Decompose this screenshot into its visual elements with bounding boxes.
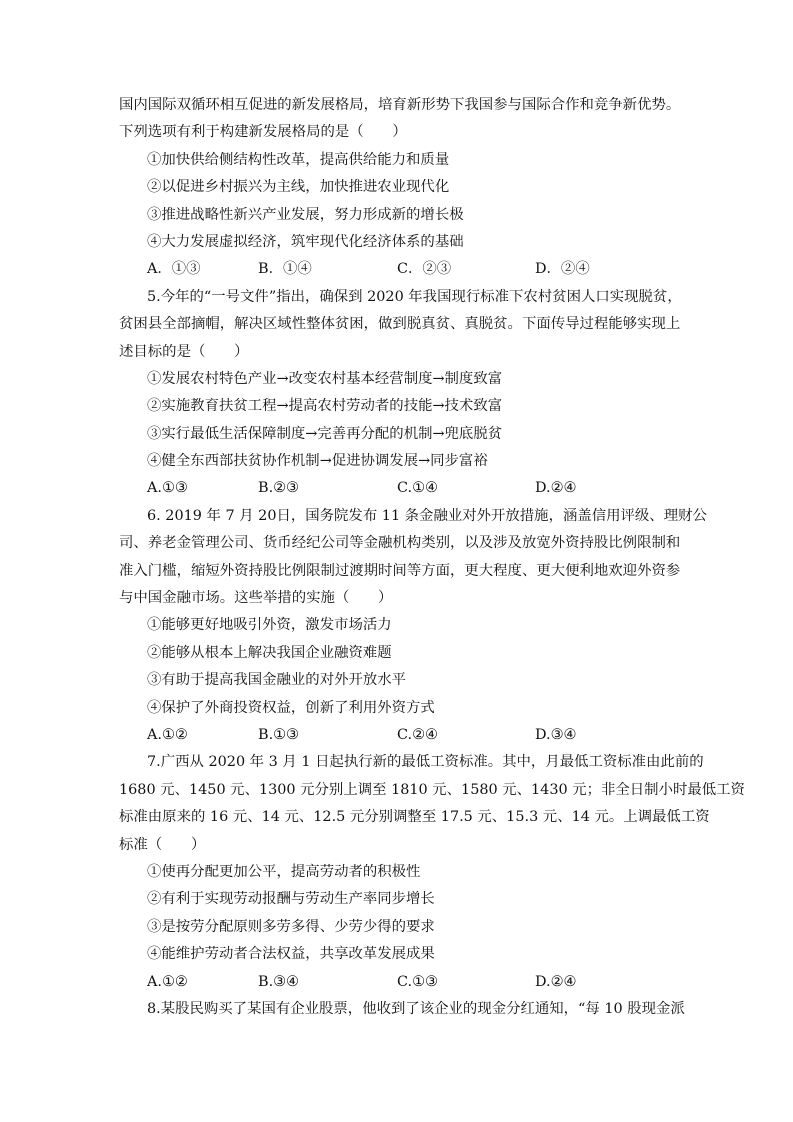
- question-stem-line: 司、养老金管理公司、货币经纪公司等金融机构类别，以及涉及放宽外资持股比例限制和: [119, 535, 681, 552]
- statement-option: ①加快供给侧结构性改革，提高供给能力和质量: [147, 151, 450, 168]
- choice-b: B.②③: [258, 480, 299, 497]
- statement-option: ③推进战略性新兴产业发展，努力形成新的增长极: [147, 206, 464, 223]
- question-5: [119, 284, 682, 503]
- choice-b: B.①③: [258, 726, 299, 743]
- statement-option: ④能维护劳动者合法权益，共享改革发展成果: [147, 946, 435, 963]
- statement-option: ②以促进乡村振兴为主线，加快推进农业现代化: [147, 179, 450, 196]
- question-stem-line: 下列选项有利于构建新发展格局的是（ ）: [119, 124, 407, 141]
- question-stem-line: 7.广西从 2020 年 3 月 1 日起执行新的最低工资标准。其中，月最低工资标准由此前的: [147, 754, 704, 771]
- choice-a: A.①③: [147, 480, 188, 497]
- question-4: [119, 92, 679, 284]
- statement-option: ①发展农村特色产业→改变农村基本经营制度→制度致富: [147, 370, 503, 387]
- question-stem-line: 8.某股民购买了某国有企业股票，他收到了该企业的现金分红通知，“每 10 股现金派: [147, 1000, 685, 1017]
- choice-a: A．①③: [147, 261, 201, 278]
- question-stem-line: 贫困县全部摘帽，解决区域性整体贫困，做到脱真贫、真脱贫。下面传导过程能够实现上: [119, 316, 681, 333]
- statement-option: ③实行最低生活保障制度→完善再分配的机制→兜底脱贫: [147, 425, 503, 442]
- question-stem-line: 国内国际双循环相互促进的新发展格局，培育新形势下我国参与国际合作和竞争新优势。: [119, 97, 681, 113]
- question-8: [119, 996, 685, 1023]
- statement-option: ④大力发展虚拟经济，筑牢现代化经济体系的基础: [147, 233, 464, 250]
- choice-c: C.②④: [397, 726, 438, 743]
- question-stem-line: 准入门槛，缩短外资持股比例限制过渡期时间等方面，更大程度、更大便利地欢迎外资参: [119, 562, 681, 579]
- question-stem-line: 与中国金融市场。这些举措的实施（ ）: [119, 590, 393, 607]
- statement-option: ④保护了外商投资权益，创新了利用外资方式: [147, 699, 435, 716]
- question-stem-line: 5.今年的“一号文件”指出，确保到 2020 年我国现行标准下农村贫困人口实现脱贫，: [147, 288, 682, 305]
- choice-d: D.②④: [535, 973, 577, 990]
- question-stem-line: 标准由原来的 16 元、14 元、12.5 元分别调整至 17.5 元、15.3 元、14 元。上调最低工资: [119, 809, 710, 826]
- choice-c: C.①③: [397, 973, 438, 990]
- exam-page: [119, 92, 745, 1023]
- choice-c: C．②③: [397, 261, 452, 278]
- choice-d: D.③④: [535, 726, 577, 743]
- statement-option: ①能够更好地吸引外资，激发市场活力: [147, 617, 392, 634]
- question-7: [119, 749, 745, 996]
- choice-b: B.③④: [258, 973, 299, 990]
- question-stem-line: 1680 元、1450 元、1300 元分别上调至 1810 元、1580 元、1430 元；非全日制小时最低工资: [119, 781, 745, 798]
- statement-option: ①使再分配更加公平，提高劳动者的积极性: [147, 863, 421, 880]
- question-stem-line: 述目标的是（ ）: [119, 343, 249, 360]
- statement-option: ③有助于提高我国金融业的对外开放水平: [147, 672, 407, 689]
- statement-option: ②实施教育扶贫工程→提高农村劳动者的技能→技术致富: [147, 398, 503, 415]
- question-stem-line: 标准（ ）: [119, 836, 206, 853]
- choice-d: D.②④: [535, 480, 577, 497]
- question-stem-line: 6. 2019 年 7 月 20日，国务院发布 11 条金融业对外开放措施，涵盖信用评级、理财公: [147, 507, 707, 524]
- choice-b: B．①④: [258, 261, 312, 278]
- statement-option: ②能够从根本上解决我国企业融资难题: [147, 644, 392, 661]
- choice-d: D．②④: [535, 261, 590, 278]
- choice-a: A.①②: [147, 973, 188, 990]
- statement-option: ④健全东西部扶贫协作机制→促进协调发展→同步富裕: [147, 453, 488, 470]
- choice-c: C.①④: [397, 480, 438, 497]
- answer-choices: [119, 475, 679, 502]
- answer-choices: [119, 722, 679, 749]
- choice-a: A.①②: [147, 726, 188, 743]
- answer-choices: [119, 969, 679, 996]
- question-6: [119, 503, 707, 750]
- statement-option: ③是按劳分配原则多劳多得、少劳少得的要求: [147, 918, 435, 935]
- statement-option: ②有利于实现劳动报酬与劳动生产率同步增长: [147, 891, 435, 908]
- answer-choices: [119, 256, 679, 283]
